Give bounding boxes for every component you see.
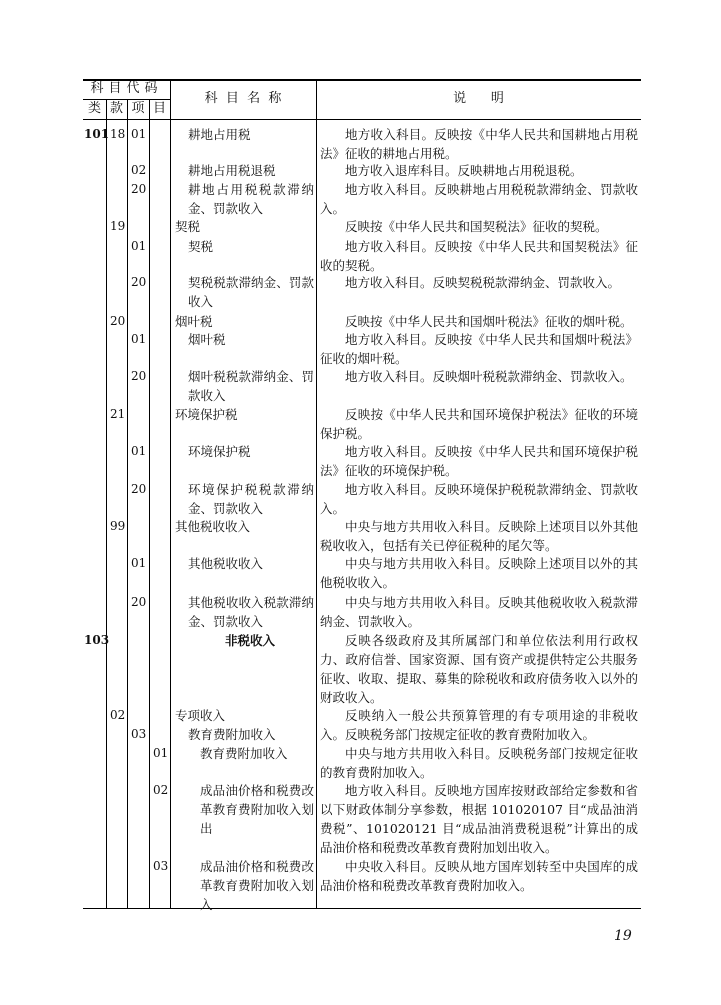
row-description: 中央与地方共用收入科目。反映除上述项目以外其他税收收入，包括有关已停征税种的尾欠等。 xyxy=(320,519,638,553)
row-code-kuan: 20 xyxy=(110,314,126,328)
row-item-name: 成品油价格和税费改革教育费附加收入划出 xyxy=(200,783,314,836)
row-item-name: 烟叶税 xyxy=(188,332,226,347)
row-item-name: 环境保护税 xyxy=(175,407,238,422)
header-kuan: 款 xyxy=(109,101,123,116)
col-divider-xiang xyxy=(149,99,150,908)
row-item-name: 烟叶税税款滞纳金、罚款收入 xyxy=(188,369,314,403)
row-code-xiang: 20 xyxy=(131,482,147,496)
header-code-group: 科目代码 xyxy=(90,81,163,96)
row-item-name: 成品油价格和税费改革教育费附加收入划入 xyxy=(200,859,314,912)
row-code-mu: 02 xyxy=(153,783,169,797)
table-bottom-rule xyxy=(83,908,641,909)
col-divider-mu xyxy=(170,79,171,908)
row-code-kuan: 18 xyxy=(110,127,126,141)
row-description: 反映纳入一般公共预算管理的有专项用途的非税收入。 xyxy=(320,708,638,742)
header-desc: 说 明 xyxy=(453,91,504,106)
row-description: 反映按《中华人民共和国契税法》征收的契税。 xyxy=(345,219,608,234)
header-xiang: 项 xyxy=(131,101,145,116)
row-item-name: 耕地占用税 xyxy=(188,127,251,142)
row-item-name: 其他税收收入税款滞纳金、罚款收入 xyxy=(188,595,314,629)
row-item-name: 专项收入 xyxy=(175,708,226,723)
row-code-mu: 03 xyxy=(153,859,169,873)
row-description: 地方收入科目。反映按《中华人民共和国烟叶税法》征收的烟叶税。 xyxy=(320,332,638,366)
row-code-lei: 103 xyxy=(84,633,110,647)
row-description: 反映税务部门按规定征收的教育费附加收入。 xyxy=(345,727,596,742)
row-description: 地方收入科目。反映契税税款滞纳金、罚款收入。 xyxy=(345,275,621,290)
row-code-xiang: 01 xyxy=(131,239,147,253)
row-description: 地方收入科目。反映按《中华人民共和国耕地占用税法》征收的耕地占用税。 xyxy=(320,127,638,161)
row-code-xiang: 01 xyxy=(131,127,147,141)
row-code-kuan: 21 xyxy=(110,407,126,421)
row-description: 地方收入科目。反映烟叶税税款滞纳金、罚款收入。 xyxy=(345,369,633,384)
row-description: 中央收入科目。反映从地方国库划转至中央国库的成品油价格和税费改革教育费附加收入。 xyxy=(320,859,638,893)
header-mu: 目 xyxy=(152,101,166,116)
row-code-kuan: 99 xyxy=(110,519,126,533)
row-description: 地方收入退库科目。反映耕地占用税退税。 xyxy=(345,163,583,178)
col-divider-name xyxy=(316,79,317,908)
col-divider-lei xyxy=(106,99,107,908)
row-description: 地方收入科目。反映环境保护税税款滞纳金、罚款收入。 xyxy=(320,482,638,516)
row-code-lei: 101 xyxy=(84,127,110,141)
row-description: 反映各级政府及其所属部门和单位依法利用行政权力、政府信誉、国家资源、国有资产或提供特定公共服务征收、收取、提取、募集的除税收和政府债务收入以外的财政收入。 xyxy=(320,633,638,705)
row-item-name: 教育费附加收入 xyxy=(200,746,288,761)
row-item-name: 耕地占用税退税 xyxy=(188,163,276,178)
row-code-xiang: 20 xyxy=(131,369,147,383)
row-item-name: 环境保护税税款滞纳金、罚款收入 xyxy=(188,482,314,516)
row-description: 地方收入科目。反映按《中华人民共和国契税法》征收的契税。 xyxy=(320,239,638,273)
header-bottom-rule xyxy=(83,119,641,120)
row-code-kuan: 02 xyxy=(110,708,126,722)
row-item-name: 契税 xyxy=(175,219,201,234)
row-code-kuan: 19 xyxy=(110,219,126,233)
row-code-xiang: 01 xyxy=(131,444,147,458)
row-description: 地方收入科目。反映按《中华人民共和国环境保护税法》征收的环境保护税。 xyxy=(320,444,638,478)
row-item-name: 契税 xyxy=(188,239,214,254)
row-item-name: 环境保护税 xyxy=(188,444,251,459)
row-item-name: 烟叶税 xyxy=(175,314,213,329)
row-description: 地方收入科目。反映地方国库按财政部给定参数和省以下财政体制分享参数，根据 101020107 目“成品油消费税”、101020121 目“成品油消费税退税”计算出的成品油价格和税费改革教育费附加划出收入。 xyxy=(320,783,638,855)
row-item-name: 其他税收收入 xyxy=(175,519,251,534)
row-description: 中央与地方共用收入科目。反映除上述项目以外的其他税收收入。 xyxy=(320,556,638,590)
row-item-name: 契税税款滞纳金、罚款收入 xyxy=(188,275,314,309)
row-description: 地方收入科目。反映耕地占用税税款滞纳金、罚款收入。 xyxy=(320,182,638,216)
page-number: 19 xyxy=(614,928,632,944)
row-item-name: 其他税收收入 xyxy=(188,556,264,571)
header-lei: 类 xyxy=(87,101,101,116)
row-item-name: 教育费附加收入 xyxy=(188,727,276,742)
row-description: 中央与地方共用收入科目。反映其他税收收入税款滞纳金、罚款收入。 xyxy=(320,595,638,629)
col-divider-kuan xyxy=(127,99,128,908)
row-item-name: 耕地占用税税款滞纳金、罚款收入 xyxy=(188,182,314,216)
row-code-xiang: 02 xyxy=(131,163,147,177)
header-name: 科 目 名 称 xyxy=(204,91,282,106)
row-description: 中央与地方共用收入科目。反映税务部门按规定征收的教育费附加收入。 xyxy=(320,746,638,780)
row-code-xiang: 20 xyxy=(131,595,147,609)
row-code-xiang: 03 xyxy=(131,727,147,741)
row-code-xiang: 01 xyxy=(131,556,147,570)
row-code-xiang: 20 xyxy=(131,275,147,289)
row-item-name: 非税收入 xyxy=(224,633,275,648)
row-code-xiang: 01 xyxy=(131,332,147,346)
row-code-mu: 01 xyxy=(153,746,169,760)
row-code-xiang: 20 xyxy=(131,182,147,196)
row-description: 反映按《中华人民共和国烟叶税法》征收的烟叶税。 xyxy=(345,314,633,329)
row-description: 反映按《中华人民共和国环境保护税法》征收的环境保护税。 xyxy=(320,407,638,441)
